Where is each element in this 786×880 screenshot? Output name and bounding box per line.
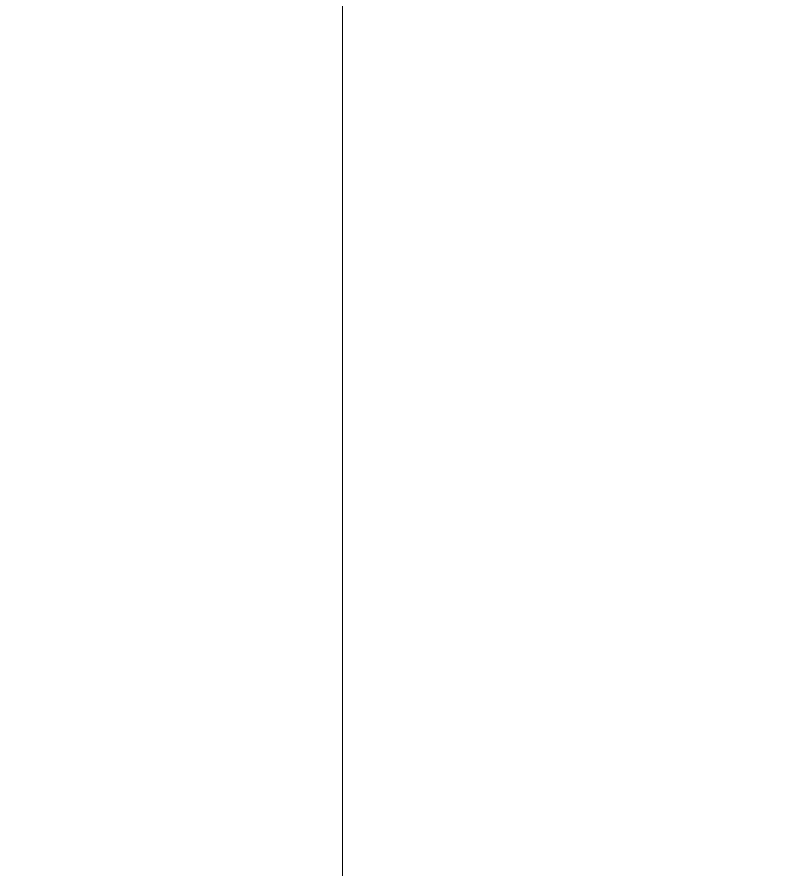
column-divider [342, 6, 343, 876]
